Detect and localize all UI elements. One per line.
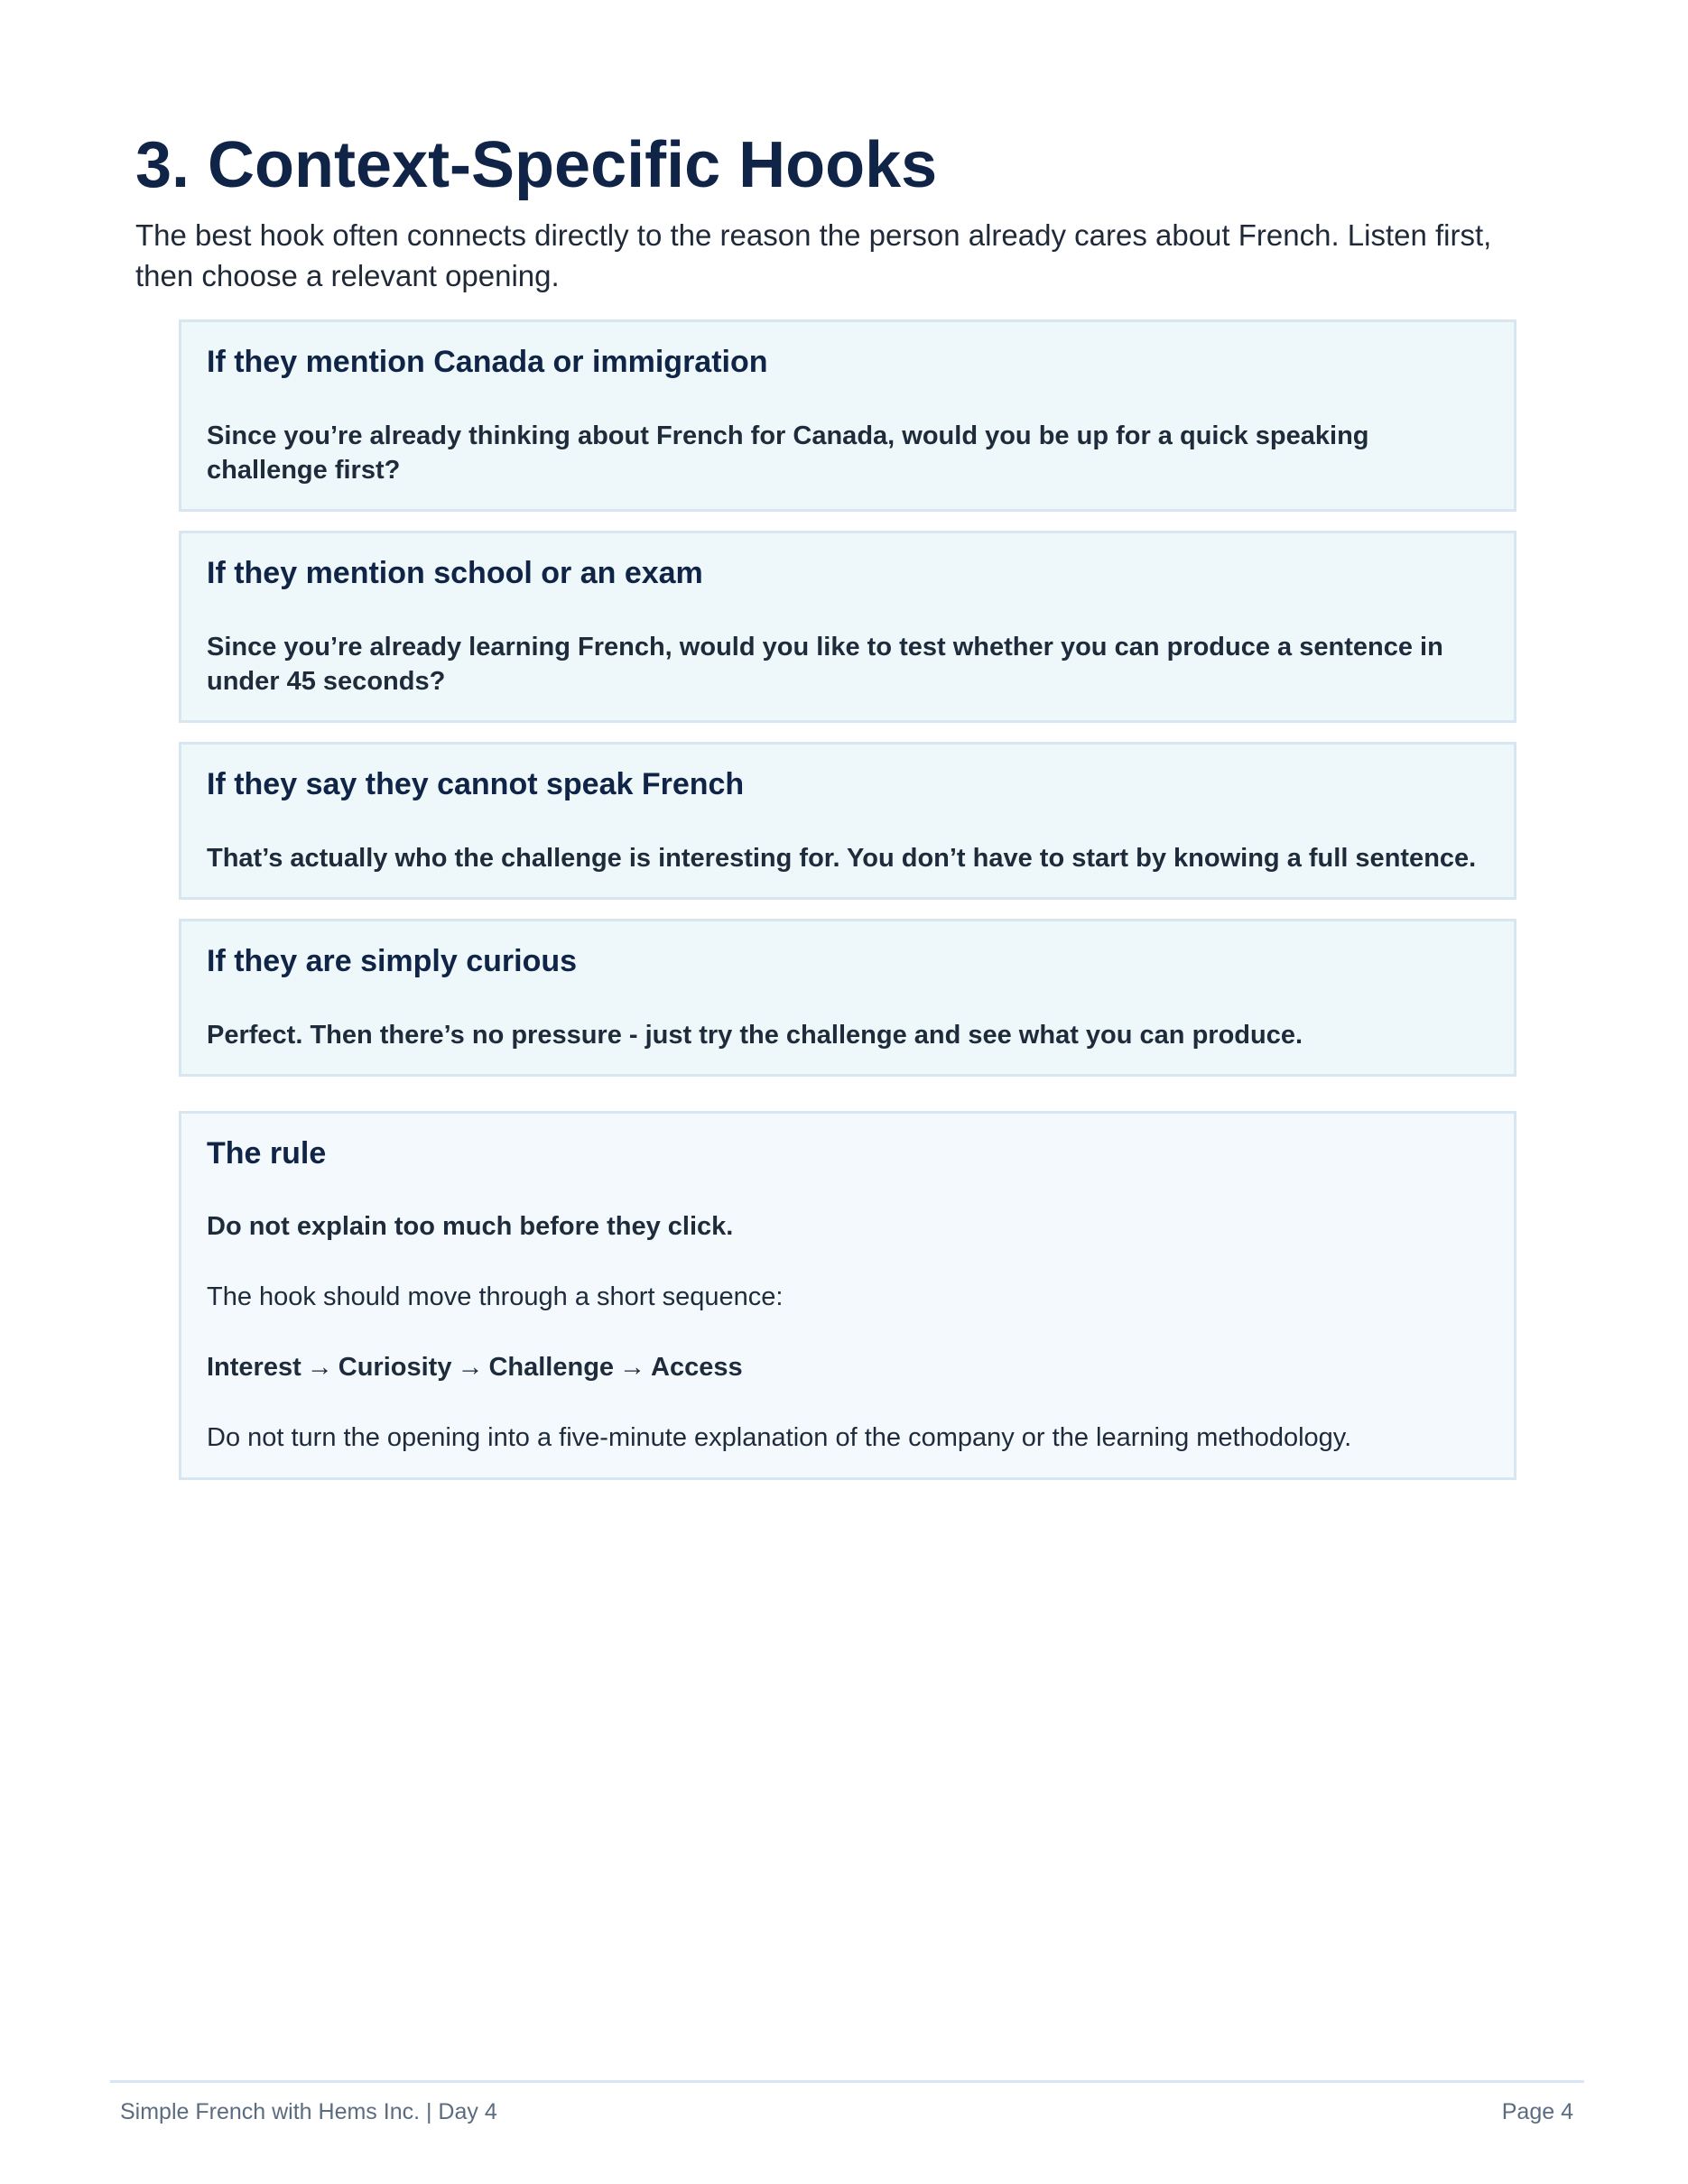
hook-title: If they are simply curious [207,944,578,979]
sequence-step: Curiosity [338,1353,452,1383]
hook-card-canada [179,319,1516,512]
page-content [135,126,1516,1480]
sequence-step: Access [651,1353,743,1383]
footer-page-number: Page 4 [1501,2099,1573,2124]
rule-line-1: Do not explain too much before they click. [207,1212,734,1242]
hook-title: If they mention Canada or immigration [207,345,768,380]
rule-line-3: Do not turn the opening into a five-minute explanation of the company or the learning methodology. [207,1423,1352,1453]
arrow-right-icon: → [619,1353,646,1383]
rule-title: The rule [207,1136,327,1171]
arrow-right-icon: → [457,1353,484,1383]
arrow-right-icon: → [306,1353,333,1383]
hook-card-school [179,531,1516,723]
hook-text: That’s actually who the challenge is interesting for. You don’t have to start by knowing a full sentence. [207,844,1477,874]
rule-sequence [207,1349,1489,1385]
sequence-step: Interest [207,1353,301,1383]
hook-text: Since you’re already learning French, would you like to test whether you can produce a sentence in under 45 seconds? [207,633,1443,697]
intro-paragraph: The best hook often connects directly to the reason the person already cares about French. Listen first, then choose a relevant opening. [135,218,1492,293]
hook-title: If they say they cannot speak French [207,767,745,802]
hook-text: Perfect. Then there’s no pressure - just try the challenge and see what you can produce. [207,1021,1303,1050]
sequence-step: Challenge [488,1353,615,1383]
hook-text: Since you’re already thinking about French for Canada, would you be up for a quick speaking challenge first? [207,421,1369,486]
page-title: 3. Context-Specific Hooks [135,129,938,201]
hook-title: If they mention school or an exam [207,556,703,591]
hook-card-curious [179,919,1516,1077]
hooks-list [179,319,1516,1480]
footer-document-label: Simple French with Hems Inc. | Day 4 [120,2099,497,2124]
hook-card-cannot-speak [179,742,1516,900]
rule-box [179,1111,1516,1480]
footer-divider [110,2080,1584,2083]
rule-line-2: The hook should move through a short sequence: [207,1282,784,1312]
